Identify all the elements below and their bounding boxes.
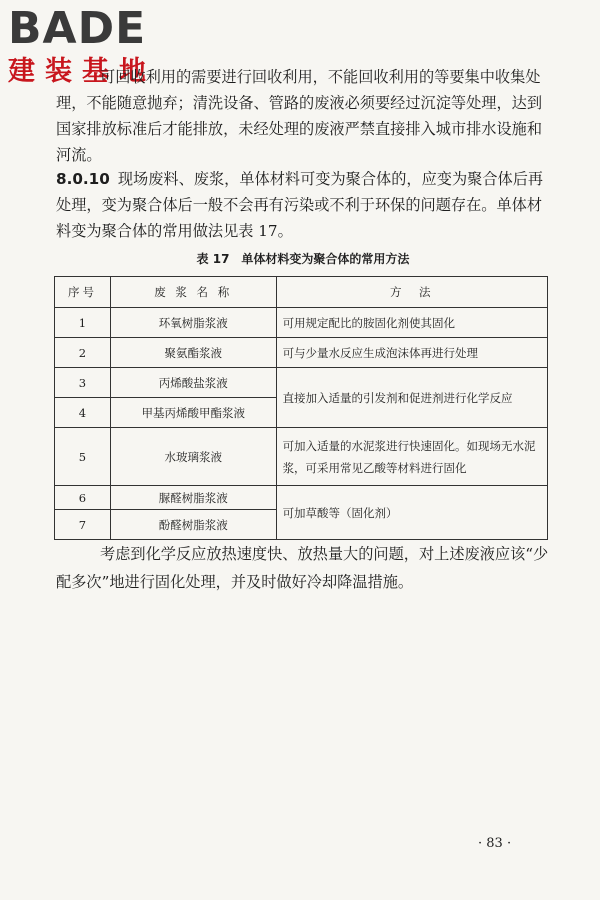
row-no: 1 bbox=[55, 308, 111, 338]
row-name: 甲基丙烯酸甲酯浆液 bbox=[110, 398, 276, 428]
logo-text-bade: BADE bbox=[8, 3, 147, 54]
row-name: 水玻璃浆液 bbox=[110, 428, 276, 486]
paragraph-1: 可回收利用的需要进行回收利用，不能回收利用的等要集中收集处理，不能随意抛弃；清洗设备、管路的废液必须要经过沉淀等处理，达到国家排放标准后才能排放，未经处理的废液严禁直接排入城市排水设施和河流。 bbox=[56, 68, 542, 164]
table-row bbox=[55, 368, 548, 398]
row-name: 聚氨酯浆液 bbox=[110, 338, 276, 368]
header-no: 序号 bbox=[55, 277, 111, 308]
row-no: 7 bbox=[55, 510, 111, 540]
paragraph-2-text: 现场废料、废浆，单体材料可变为聚合体的，应变为聚合体后再处理，变为聚合体后一般不会再有污染或不利于环保的问题存在。单体材料变为聚合体的常用做法见表 17。 bbox=[56, 170, 544, 240]
table-row bbox=[55, 486, 548, 510]
row-method: 可与少量水反应生成泡沫体再进行处理 bbox=[276, 338, 547, 368]
row-method: 可用规定配比的胺固化剂使其固化 bbox=[276, 308, 547, 338]
table-row bbox=[55, 308, 548, 338]
clause-number: 8.0.10 bbox=[56, 170, 110, 188]
row-name: 酚醛树脂浆液 bbox=[110, 510, 276, 540]
row-method: 可加草酸等（固化剂） bbox=[276, 486, 547, 540]
row-no: 4 bbox=[55, 398, 111, 428]
paragraph-2 bbox=[56, 166, 550, 244]
page-number: · 83 · bbox=[478, 836, 512, 851]
row-no: 6 bbox=[55, 486, 111, 510]
row-name: 丙烯酸盐浆液 bbox=[110, 368, 276, 398]
row-no: 5 bbox=[55, 428, 111, 486]
row-name: 环氧树脂浆液 bbox=[110, 308, 276, 338]
header-name: 废 浆 名 称 bbox=[110, 277, 276, 308]
table-row bbox=[55, 338, 548, 368]
logo-text-chinese: 建装基地 bbox=[8, 56, 156, 87]
table-header-row bbox=[55, 277, 548, 308]
row-method: 可加入适量的水泥浆进行快速固化。如现场无水泥浆，可采用常见乙酸等材料进行固化 bbox=[276, 428, 547, 486]
paragraph-3: 考虑到化学反应放热速度快、放热量大的问题，对上述废液应该“少配多次”地进行固化处理，并及时做好冷却降温措施。 bbox=[56, 545, 549, 591]
header-method: 方 法 bbox=[276, 277, 547, 308]
method-table bbox=[54, 276, 548, 540]
row-name: 脲醛树脂浆液 bbox=[110, 486, 276, 510]
row-method: 直接加入适量的引发剂和促进剂进行化学反应 bbox=[276, 368, 547, 428]
table-row bbox=[55, 428, 548, 486]
row-no: 2 bbox=[55, 338, 111, 368]
table-caption: 表 17 单体材料变为聚合体的常用方法 bbox=[196, 252, 410, 266]
row-no: 3 bbox=[55, 368, 111, 398]
